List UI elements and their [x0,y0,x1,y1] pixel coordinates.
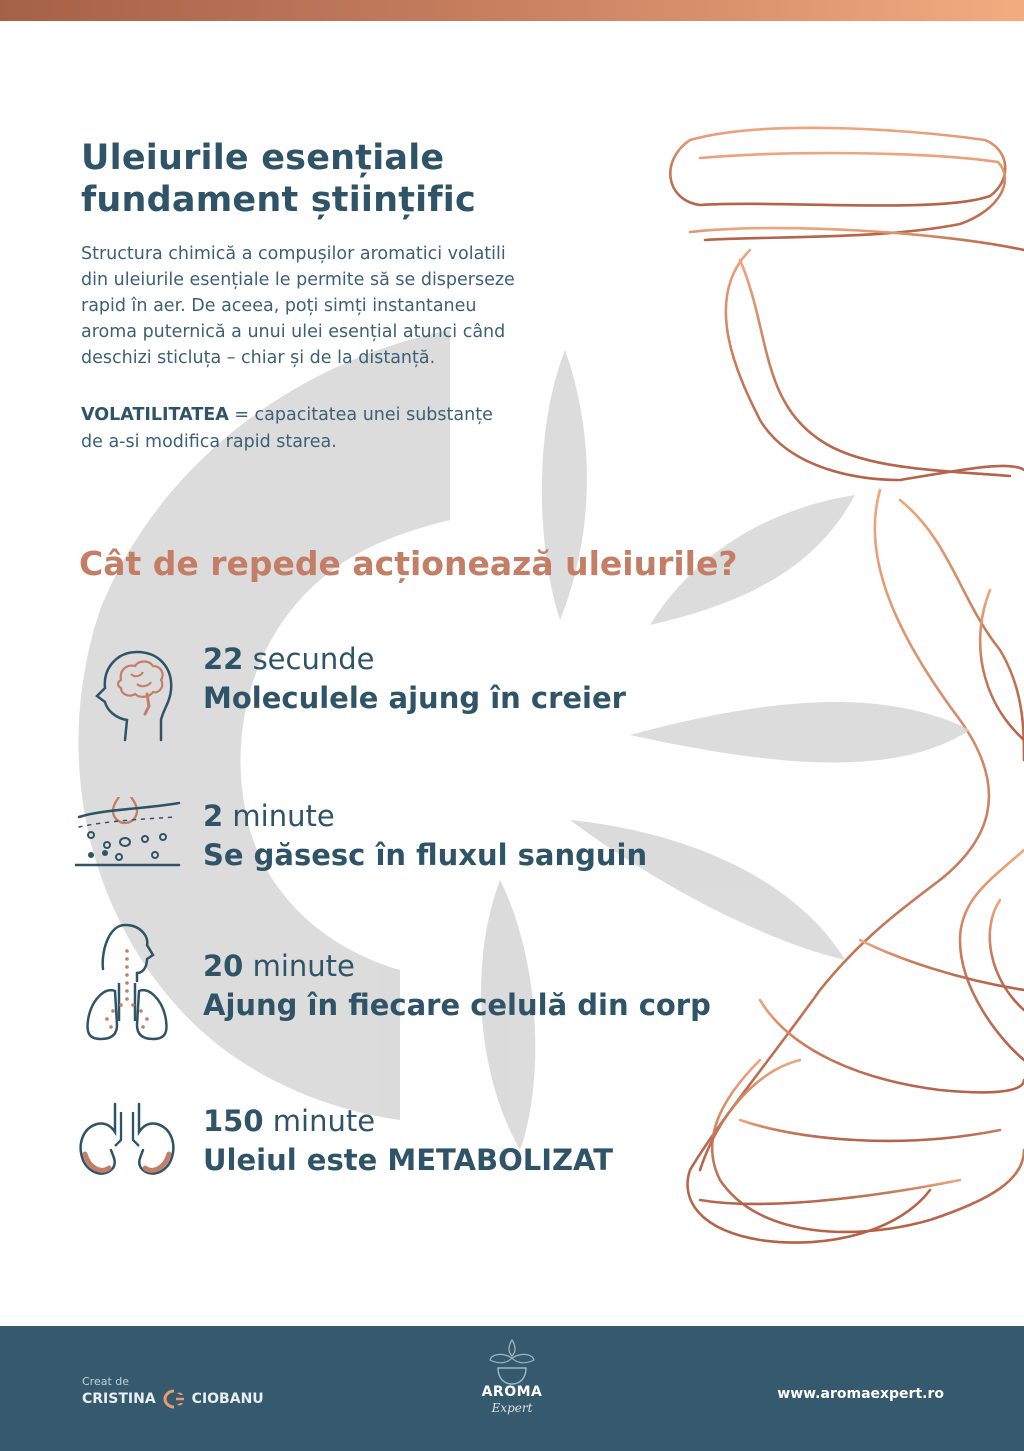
step-time [203,640,374,678]
credit-prefix: Creat de [82,1375,130,1388]
author-first-name: CRISTINA [82,1391,156,1407]
intro-line: rapid în aer. De aceea, poți simți instantaneu [81,296,477,316]
intro-line: din uleiurile esențiale le permite să se disperseze [81,270,515,290]
step-unit: secunde [243,642,375,676]
step-time [203,947,355,985]
section-title: Cât de repede acționează uleiurile? [79,544,738,583]
step-value: 20 [203,949,244,983]
kidneys-icon [75,1102,185,1222]
title-line-1: Uleiurile esențiale [81,138,445,178]
step-description: Moleculele ajung în creier [203,681,626,715]
brain-head-icon [75,640,185,760]
page-title [81,137,476,221]
step-description: Uleiul este METABOLIZAT [203,1143,614,1177]
volatility-definition [81,402,493,456]
step-value: 2 [203,799,224,833]
intro-line: aroma puternică a unui ulei esențial atunci când [81,322,506,342]
author-last-name: CIOBANU [191,1391,264,1407]
step-unit: minute [243,949,355,983]
author-logo-icon [162,1387,186,1411]
step-time [203,797,335,835]
timeline-step [75,947,835,1077]
website-link[interactable]: www.aromaexpert.ro [777,1386,944,1402]
step-description: Se găsesc în fluxul sanguin [203,838,648,872]
brand-subtitle: Expert [491,1401,533,1415]
step-value: 22 [203,642,244,676]
step-value: 150 [203,1104,264,1138]
definition-text: = capacitatea unei substanțe [228,405,493,425]
intro-paragraph [81,241,621,371]
timeline-step [75,640,835,770]
timeline-step [75,1102,835,1232]
step-time [203,1102,375,1140]
lungs-icon [75,911,185,1041]
definition-text-line-2: de a-si modifica rapid starea. [81,432,337,452]
step-description: Ajung în fiecare celulă din corp [203,988,711,1022]
timeline-step [75,797,835,927]
brand-name: AROMA [481,1384,543,1400]
skin-drop-icon [75,797,185,917]
definition-term: VOLATILITATEA [81,405,229,425]
step-unit: minute [223,799,335,833]
intro-line: deschizi sticluța – chiar și de la distanță. [81,348,436,368]
step-unit: minute [263,1104,376,1138]
author-credit [82,1387,264,1411]
intro-line: Structura chimică a compușilor aromatici volatili [81,244,506,264]
title-line-2: fundament științific [81,180,476,220]
